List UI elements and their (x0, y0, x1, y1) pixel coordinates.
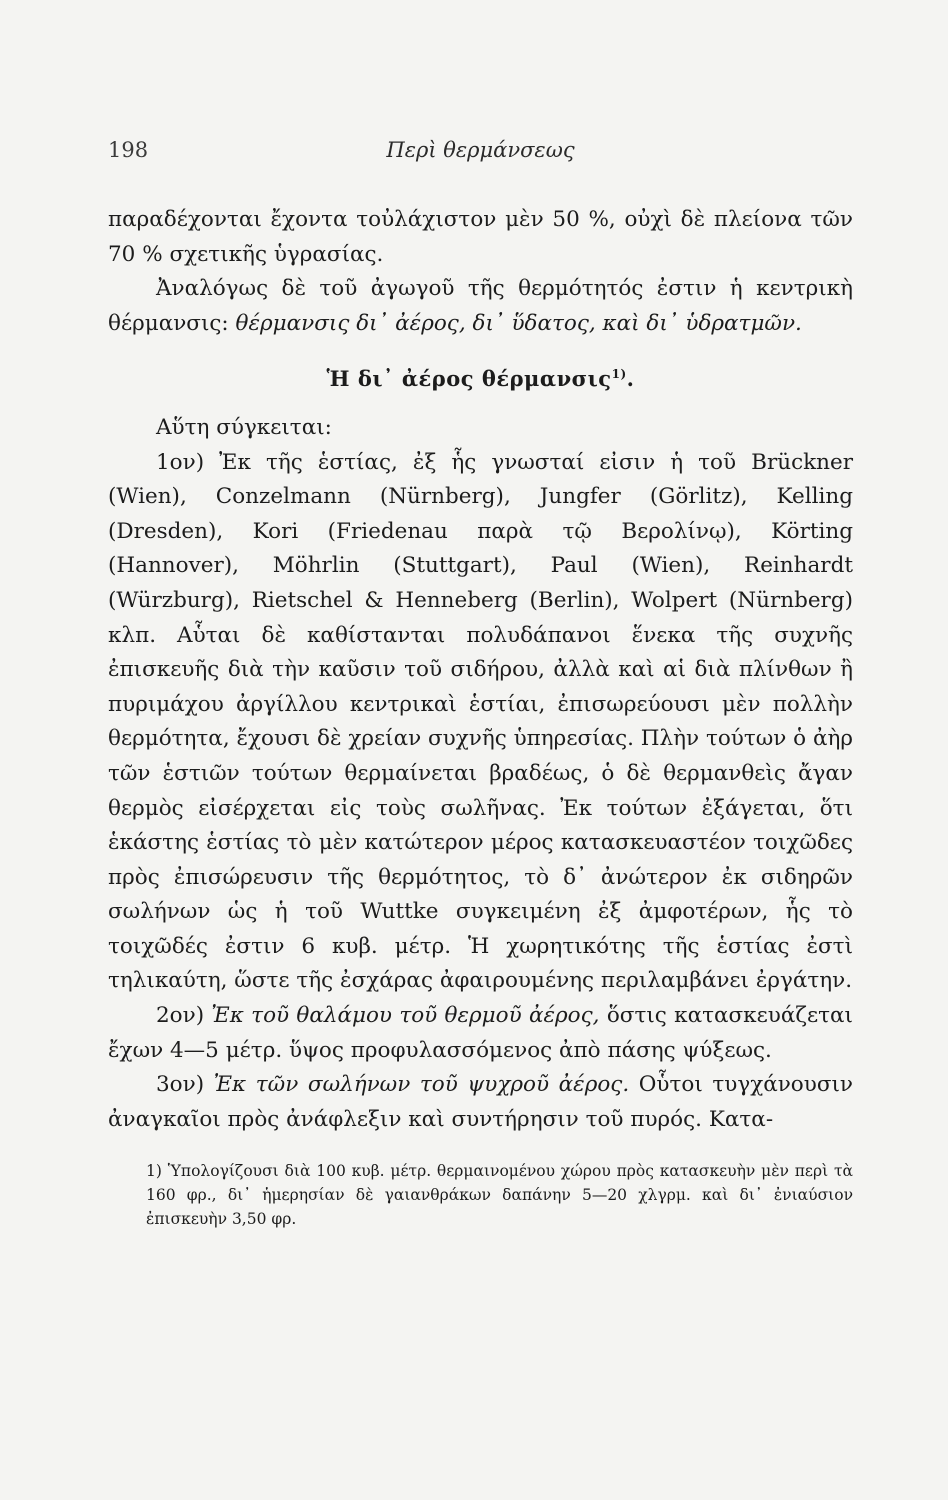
paragraph-1: παραδέχονται ἔχοντα τοὐλάχιστον μὲν 50 %, οὐχὶ δὲ πλείονα τῶν 70 % σχετικῆς ὑγρασίας. (108, 207, 853, 267)
list-item-3-number: 3ον) (156, 1072, 205, 1098)
list-item-3 (108, 1068, 853, 1137)
list-item-3-text: Οὗτοι τυγχάνουσιν ἀναγκαῖοι πρὸς ἀνάφλεξιν καὶ συντήρησιν τοῦ πυρός. Κατα- (108, 1072, 854, 1132)
list-item-1: 1ον) Ἐκ τῆς ἑστίας, ἐξ ἧς γνωσταί εἰσιν ἡ τοῦ Brückner (Wien), Conzelmann (Nürnberg), Jungfer (Görlitz), Kelling (Dresden), Kori (Friedenau παρὰ τῷ Βερολίνῳ), Körting (Hannover), Möhrlin (Stuttgart), Paul (Wien), Reinhardt (Würzburg), Rietschel & Henneberg (Berlin), Wolpert (Nürnberg) κλπ. Αὗται δὲ καθίστανται πολυδάπανοι ἕνεκα τῆς συχνῆς ἐπισκευῆς διὰ τὴν καῦσιν τοῦ σιδήρου, ἀλλὰ καὶ αἱ διὰ πλίνθων ἢ πυριμάχου ἀργίλλου κεντρικαὶ ἑστίαι, ἐπισωρεύουσι μὲν πολλὴν θερμότητα, ἔχουσι δὲ χρείαν συχνῆς ὑπηρεσίας. Πλὴν τούτων ὁ ἀὴρ τῶν ἑστιῶν τούτων θερμαίνεται βραδέως, ὁ δὲ θερμανθεὶς ἄγαν θερμὸς εἰσέρχεται εἰς τοὺς σωλῆνας. Ἐκ τούτων ἐξάγεται, ὅτι ἑκάστης ἑστίας τὸ μὲν κατώτερον μέρος κατασκευαστέον τοιχῶδες πρὸς ἐπισώρευσιν τῆς θερμότητος, τὸ δ᾽ ἀνώτερον ἐκ σιδηρῶν σωλήνων ὡς ἡ τοῦ Wuttke συγκειμένη ἐξ ἀμφοτέρων, ἧς τὸ τοιχῶδές ἐστιν 6 κυβ. μέτρ. Ἡ χωρητικότης τῆς ἑστίας ἐστὶ τηλικαύτη, ὥστε τῆς ἐσχάρας ἀφαιρουμένης περιλαμβάνει ἐργάτην. (108, 449, 854, 994)
footnote: 1) Ὑπολογίζουσι διὰ 100 κυβ. μέτρ. θερμαινομένου χώρου πρὸς κατασκευὴν μὲν περὶ τὰ 160 φρ., δι᾽ ἡμερησίαν δὲ γαιανθράκων δαπάνην 5—20 χλγρμ. καὶ δι᾽ ἐνιαύσιον ἐπισκευὴν 3,50 φρ. (146, 1162, 853, 1229)
paragraph-2 (108, 272, 853, 341)
paragraph-2-italic: θέρμανσις δι᾽ ἀέρος, δι᾽ ὕδατος, καὶ δι᾽ ὑδρατμῶν. (235, 310, 802, 336)
section-heading: Ἡ δι᾽ ἀέρος θέρμανσις$^{1)}$. (326, 366, 635, 392)
intro-line: Αὕτη σύγκειται: (156, 414, 332, 440)
list-item-2-text: ὅστις κατασκευάζεται ἔχων 4—5 μέτρ. ὕψος προφυλασσόμενος ἀπὸ πάσης ψύξεως. (108, 1003, 853, 1063)
list-item-2-number: 2ον) (156, 1003, 205, 1029)
list-item-3-italic: Ἐκ τῶν σωλήνων τοῦ ψυχροῦ ἀέρος. (213, 1072, 630, 1098)
paragraph-2-text: Ἀναλόγως δὲ τοῦ ἀγωγοῦ τῆς θερμότητός ἐστιν ἡ κεντρικὴ θέρμανσις: (108, 276, 853, 336)
page-number: 198 (108, 138, 149, 162)
book-page (108, 138, 853, 1247)
running-title: Περὶ θερμάνσεως (386, 138, 575, 162)
body-text (108, 203, 853, 1137)
page-header (108, 138, 853, 168)
section-heading-text: Ἡ δι᾽ ἀέρος θέρμανσις (326, 366, 612, 392)
footnote-marker: 1) (611, 367, 627, 382)
list-item-2 (108, 999, 853, 1068)
list-item-2-italic: Ἐκ τοῦ θαλάμου τοῦ θερμοῦ ἀέρος, (211, 1003, 600, 1029)
